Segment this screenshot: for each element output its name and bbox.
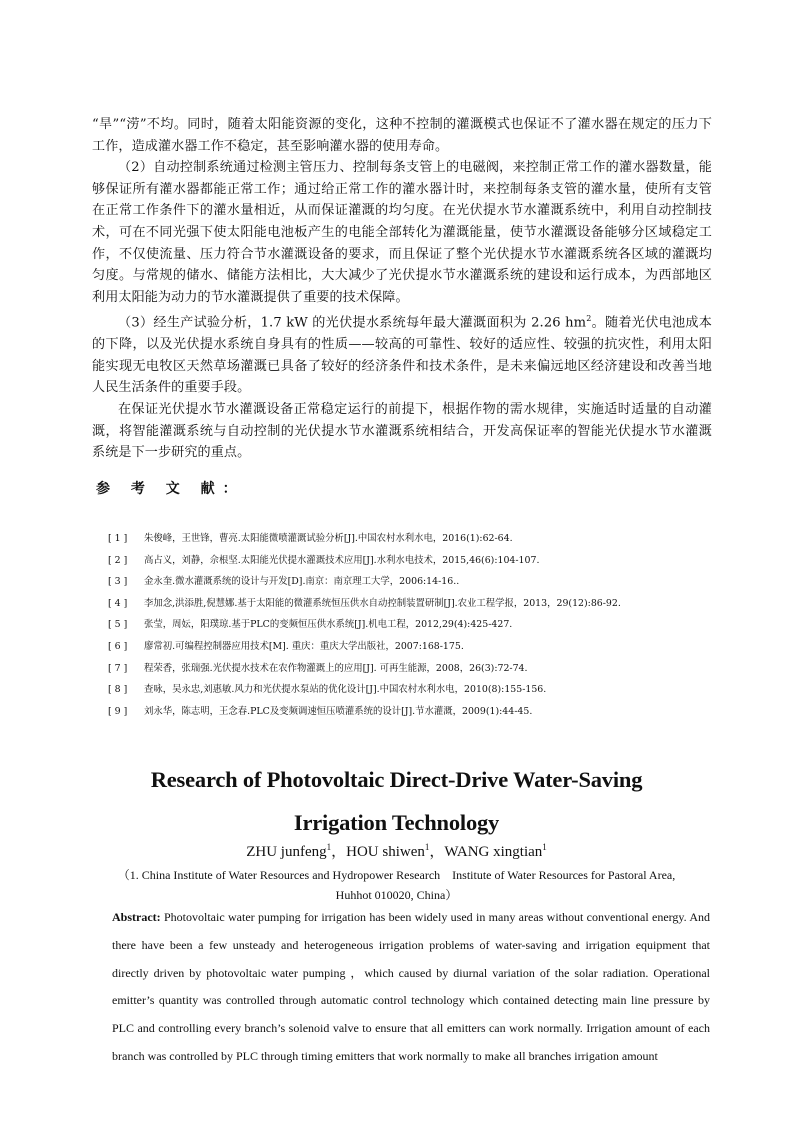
reference-item: [108, 550, 718, 572]
paragraph-production-test-end: 。随着光伏电池成本的下降，以及光伏提水系统自身具有的性质——较高的可靠性、较好的适应性、较强的抗灾性，利用太阳能实现无电牧区天然草场灌溉已具备了较好的经济条件和技术条件，是未来偏远地区经济建设和改善当地人民生活条件的重要手段。: [92, 315, 712, 396]
author-list: [0, 840, 793, 861]
reference-item: [108, 679, 718, 701]
author-name: ZHU junfeng: [246, 844, 327, 860]
body-section: [92, 114, 712, 464]
reference-item: [108, 614, 718, 636]
reference-text: 张莹，周妘，阳璞琼.基于PLC的变频恒压供水系统[J].机电工程，2012,29(4):425-427.: [144, 619, 513, 631]
reference-item: [108, 636, 718, 658]
reference-item: [108, 593, 718, 615]
paragraph-continuation: “旱”“涝”不均。同时，随着太阳能资源的变化，这种不控制的灌溉模式也保证不了灌水器在规定的压力下工作，造成灌水器工作不稳定，甚至影响灌水器的使用寿命。: [92, 117, 712, 154]
author-name: HOU shiwen: [346, 844, 425, 860]
reference-number: [ 6 ]: [108, 640, 128, 652]
reference-text: 查咏，吴永忠,刘惠敏.风力和光伏提水泵站的优化设计[J].中国农村水利水电，2010(8):155-156.: [144, 684, 547, 696]
reference-number: [ 3 ]: [108, 576, 128, 588]
reference-item: [108, 528, 718, 550]
abstract-text: Photovoltaic water pumping for irrigation has been widely used in many areas without conventional energy. And there have been a few unsteady and heterogeneous irrigation problems of water-saving and irrigation equipment that directly driven by photovoltaic water pumping ，which caused by diurnal variation of the solar radiation. Operational emitter’s quantity was controlled through automatic control technology which contained detecting main line pressure by PLC and controlling every branch’s solenoid valve to ensure that all emitters can work normally. Irrigation amount of each branch was controlled by PLC through timing emitters that work normally to make all branches irrigation amount: [112, 910, 710, 1063]
unit-superscript: 2: [586, 314, 592, 324]
reference-text: 程荣香，张瑞强.光伏提水技术在农作物灌溉上的应用[J]. 可再生能源，2008，26(3):72-74.: [144, 662, 528, 674]
reference-number: [ 9 ]: [108, 705, 128, 717]
author-affiliation-mark: 1: [424, 842, 430, 852]
reference-item: [108, 571, 718, 593]
references-list: [108, 528, 718, 722]
reference-text: 金永奎.微水灌溉系统的设计与开发[D].南京：南京理工大学，2006:14-16..: [144, 576, 460, 588]
reference-number: [ 1 ]: [108, 533, 128, 544]
english-title-line-1: Research of Photovoltaic Direct-Drive Water-Saving: [150, 767, 643, 792]
affiliation-line-2: Huhhot 010020, China）: [335, 888, 458, 902]
affiliation-line-1: （1. China Institute of Water Resources and Hydropower Research Institute of Water Resources for Pastoral Area,: [117, 868, 676, 882]
paragraph-automatic-control: （2）自动控制系统通过检测主管压力、控制每条支管上的电磁阀，来控制正常工作的灌水器数量，能够保证所有灌水器都能正常工作；通过给正常工作的灌水器计时，来控制每条支管的灌水量，使所有支管在正常工作条件下的灌水量相近，从而保证灌溉的均匀度。在光伏提水节水灌溉系统中，利用自动控制技术，可在不同光强下使太阳能电池板产生的电能全部转化为灌溉能量，使节水灌溉设备能够分区域稳定工作，不仅使流量、压力符合节水灌溉设备的要求，而且保证了整个光伏提水节水灌溉系统各区域的灌溉均匀度。与常规的储水、储能方法相比，大大减少了光伏提水节水灌溉系统的建设和运行成本，为西部地区利用太阳能为动力的节水灌溉提供了重要的技术保障。: [92, 160, 712, 305]
reference-text: 高占义，刘静，佘根坚.太阳能光伏提水灌溉技术应用[J].水利水电技术，2015,46(6):104-107.: [144, 554, 540, 566]
reference-item: [108, 658, 718, 680]
english-title-line-2: Irrigation Technology: [293, 810, 500, 835]
reference-number: [ 8 ]: [108, 684, 128, 696]
reference-text: 廖常初.可编程控制器应用技术[M]. 重庆：重庆大学出版社，2007:168-175.: [144, 640, 464, 652]
reference-text: 朱俊峰，王世锋，曹亮.太阳能微喷灌溉试验分析[J].中国农村水利水电，2016(1):62-64.: [144, 533, 513, 544]
paragraph-conclusion: 在保证光伏提水节水灌溉设备正常稳定运行的前提下，根据作物的需水规律，实施适时适量的自动灌溉，将智能灌溉系统与自动控制的光伏提水节水灌溉系统相结合，开发高保证率的智能光伏提水节水灌溉系统是下一步研究的重点。: [92, 402, 712, 461]
reference-number: [ 5 ]: [108, 619, 128, 631]
author-affiliation-mark: 1: [542, 842, 547, 852]
reference-number: [ 4 ]: [108, 597, 128, 609]
reference-item: [108, 701, 718, 723]
paragraph-production-test-start: （3）经生产试验分析，1.7 kW 的光伏提水系统每年最大灌溉面积为 2.26 hm: [118, 315, 587, 331]
author-separator: ，: [331, 844, 347, 860]
author-affiliation-mark: 1: [326, 842, 332, 852]
abstract: [112, 904, 710, 1071]
author-separator: ，: [429, 844, 445, 860]
reference-number: [ 7 ]: [108, 662, 128, 674]
abstract-label: Abstract:: [112, 910, 161, 924]
references-heading: 参 考 文 献：: [96, 481, 245, 497]
paragraph-production-test: [92, 308, 712, 399]
author-name: WANG xingtian: [444, 844, 543, 860]
reference-number: [ 2 ]: [108, 554, 128, 566]
reference-text: 李加念,洪添胜,倪慧娜.基于太阳能的微灌系统恒压供水自动控制装置研制[J].农业工程学报，2013，29(12):86-92.: [144, 597, 621, 609]
reference-text: 刘永华，陈志明，王念春.PLC及变频调速恒压喷灌系统的设计[J].节水灌溉，2009(1):44-45.: [144, 705, 533, 717]
